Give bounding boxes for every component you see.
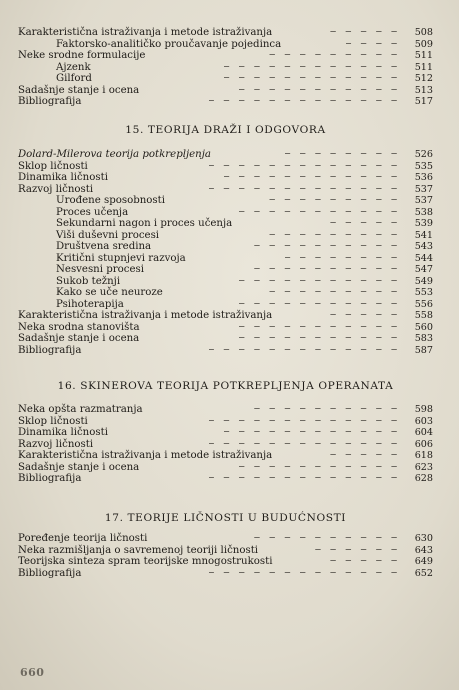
toc-entry-page: 652 bbox=[414, 567, 433, 579]
toc-entry bbox=[18, 50, 433, 62]
toc-leader: — — — — — — — — — bbox=[269, 195, 399, 205]
toc-entry-title: Karakteristična istraživanja i metode istraživanja bbox=[18, 310, 273, 321]
toc-entry-page: 543 bbox=[414, 241, 433, 252]
toc-entry-page: 517 bbox=[414, 96, 433, 107]
toc-entry-title: Društvena sredina bbox=[56, 241, 152, 252]
toc-entry-page: 538 bbox=[414, 206, 433, 218]
toc-leader: — — — — — bbox=[330, 450, 399, 460]
toc-leader: — — — — — bbox=[330, 27, 399, 37]
toc-entry-page: 535 bbox=[414, 160, 433, 172]
toc-leader: — — — — — — — — — bbox=[269, 287, 399, 297]
toc-entry bbox=[18, 545, 433, 557]
toc-entry-page: 583 bbox=[414, 333, 433, 344]
toc-entry-page: 587 bbox=[414, 344, 433, 356]
toc-leader: — — — — — — — — — — — — — bbox=[208, 183, 399, 194]
toc-entry bbox=[18, 404, 433, 416]
toc-block-section-16 bbox=[18, 404, 433, 485]
toc-entry-title: Kritični stupnjevi razvoja bbox=[56, 252, 186, 264]
toc-entry-page: 630 bbox=[414, 533, 433, 544]
toc-entry bbox=[18, 299, 433, 311]
toc-leader: — — — — — — — — — — — — — bbox=[208, 96, 399, 106]
toc-entry bbox=[18, 427, 433, 439]
toc-leader: — — — — — — — — — — — — bbox=[223, 172, 399, 182]
toc-leader: — — — — — — — — — — bbox=[254, 404, 399, 414]
toc-entry bbox=[18, 149, 433, 161]
toc-leader: — — — — — — — — — — — — — bbox=[208, 415, 399, 426]
toc-entry bbox=[18, 253, 433, 265]
toc-entry bbox=[18, 533, 433, 545]
toc-entry-title: Poređenje teorija ličnosti bbox=[18, 533, 148, 544]
toc-block-top bbox=[18, 27, 433, 108]
section-heading: 15. TEORIJA DRAŽI I ODGOVORA bbox=[125, 124, 326, 136]
toc-leader: — — — — — — — — — — — bbox=[239, 298, 399, 309]
toc-entry-page: 509 bbox=[414, 38, 433, 50]
toc-block-section-17 bbox=[18, 533, 433, 579]
toc-leader: — — — — — — — — — bbox=[269, 229, 399, 240]
toc-entry-title: Sadašnje stanje i ocena bbox=[18, 333, 140, 344]
toc-entry-title: Kako se uče neuroze bbox=[56, 287, 163, 298]
toc-entry-title: Dinamika ličnosti bbox=[18, 427, 108, 438]
page-number: 660 bbox=[20, 666, 45, 679]
toc-entry-page: 649 bbox=[414, 556, 433, 567]
toc-entry bbox=[18, 195, 433, 207]
toc-entry bbox=[18, 439, 433, 451]
toc-leader: — — — — — bbox=[330, 556, 399, 566]
toc-entry bbox=[18, 230, 433, 242]
toc-entry bbox=[18, 322, 433, 334]
toc-entry-title: Dinamika ličnosti bbox=[18, 172, 108, 183]
toc-leader: — — — — — — — — — — — bbox=[239, 461, 399, 472]
toc-entry-page: 549 bbox=[414, 275, 433, 287]
toc-leader: — — — — — — — — — — — — — bbox=[208, 160, 399, 171]
toc-entry-page: 558 bbox=[414, 310, 433, 321]
toc-entry-title: Faktorsko-analitičko proučavanje pojedinca bbox=[56, 38, 282, 50]
toc-entry-title: Psihoterapija bbox=[56, 298, 124, 310]
toc-entry-page: 513 bbox=[414, 84, 433, 96]
toc-entry-title: Gilford bbox=[56, 73, 92, 84]
toc-entry-title: Sklop ličnosti bbox=[18, 415, 88, 427]
toc-entry-title: Sukob težnji bbox=[56, 275, 121, 287]
toc-leader: — — — — — — — — bbox=[284, 149, 399, 159]
toc-block-section-15 bbox=[18, 149, 433, 356]
toc-entry-title: Ajzenk bbox=[56, 61, 91, 73]
toc-entry-page: 618 bbox=[414, 450, 433, 461]
toc-leader: — — — — — — — — — — bbox=[254, 241, 399, 251]
toc-entry-title: Nesvesni procesi bbox=[56, 264, 144, 275]
toc-leader: — — — — — — — — — — — — bbox=[223, 73, 399, 83]
toc-entry-page: 544 bbox=[414, 252, 433, 264]
toc-entry-page: 553 bbox=[414, 287, 433, 298]
toc-entry bbox=[18, 172, 433, 184]
toc-entry bbox=[18, 473, 433, 485]
toc-entry-title: Neke srodne formulacije bbox=[18, 50, 146, 61]
toc-entry-title: Neka srodna stanovišta bbox=[18, 321, 140, 333]
toc-entry-page: 537 bbox=[414, 195, 433, 206]
toc-entry-title: Karakteristična istraživanja i metode istraživanja bbox=[18, 27, 273, 38]
toc-leader: — — — — — — — — — — — bbox=[239, 333, 399, 343]
toc-entry bbox=[18, 161, 433, 173]
toc-entry-page: 603 bbox=[414, 415, 433, 427]
toc-leader: — — — — — — — — — — — — — bbox=[208, 473, 399, 483]
toc-entry-title: Razvoj ličnosti bbox=[18, 183, 94, 195]
toc-entry-title: Urođene sposobnosti bbox=[56, 195, 166, 206]
toc-entry bbox=[18, 27, 433, 39]
toc-leader: — — — — — — — — bbox=[284, 252, 399, 263]
toc-leader: — — — — — — — — — — bbox=[254, 264, 399, 274]
toc-entry bbox=[18, 85, 433, 97]
toc-entry-title: Bibliografija bbox=[18, 344, 82, 356]
toc-entry bbox=[18, 73, 433, 85]
toc-entry bbox=[18, 184, 433, 196]
toc-entry-title: Bibliografija bbox=[18, 473, 82, 484]
toc-entry bbox=[18, 207, 433, 219]
toc-leader: — — — — — — — — — — — — bbox=[223, 427, 399, 437]
toc-entry-page: 541 bbox=[414, 229, 433, 241]
toc-entry-title: Razvoj ličnosti bbox=[18, 438, 94, 450]
toc-entry bbox=[18, 287, 433, 299]
toc-entry bbox=[18, 416, 433, 428]
toc-entry-page: 547 bbox=[414, 264, 433, 275]
toc-leader: — — — — — — bbox=[315, 544, 399, 555]
toc-leader: — — — — — — — — — — — bbox=[239, 206, 399, 217]
toc-entry-title: Neka razmišljanja o savremenoj teoriji ličnosti bbox=[18, 544, 259, 556]
toc-entry bbox=[18, 556, 433, 568]
toc-entry-page: 623 bbox=[414, 461, 433, 473]
toc-entry-title: Sekundarni nagon i proces učenja bbox=[56, 218, 233, 229]
toc-entry bbox=[18, 310, 433, 322]
toc-entry bbox=[18, 462, 433, 474]
toc-leader: — — — — — bbox=[330, 218, 399, 228]
toc-leader: — — — — — — — — — — — — bbox=[223, 61, 399, 72]
toc-leader: — — — — — — — — — — — — — bbox=[208, 567, 399, 578]
toc-entry-title: Bibliografija bbox=[18, 567, 82, 579]
toc-entry-page: 539 bbox=[414, 218, 433, 229]
toc-entry bbox=[18, 568, 433, 580]
toc-entry-title: Karakteristična istraživanja i metode istraživanja bbox=[18, 450, 273, 461]
toc-entry bbox=[18, 276, 433, 288]
toc-entry bbox=[18, 96, 433, 108]
toc-entry-title: Dolard-Milerova teorija potkrepljenja bbox=[18, 149, 211, 160]
toc-leader: — — — — — bbox=[330, 310, 399, 320]
toc-entry bbox=[18, 264, 433, 276]
toc-entry-page: 526 bbox=[414, 149, 433, 160]
toc-leader: — — — — — — — — — — — bbox=[239, 84, 399, 95]
toc-leader: — — — — — — — — — — — bbox=[239, 275, 399, 286]
toc-entry-page: 598 bbox=[414, 404, 433, 415]
toc-leader: — — — — — — — — — — bbox=[254, 533, 399, 543]
toc-entry bbox=[18, 218, 433, 230]
toc-entry-page: 512 bbox=[414, 73, 433, 84]
toc-leader: — — — — — — — — — — — — — bbox=[208, 344, 399, 355]
toc-entry-page: 606 bbox=[414, 438, 433, 450]
toc-entry-title: Proces učenja bbox=[56, 206, 129, 218]
toc-leader: — — — — — — — — — — — bbox=[239, 321, 399, 332]
toc-entry-title: Bibliografija bbox=[18, 96, 82, 107]
toc-entry-page: 628 bbox=[414, 473, 433, 484]
toc-entry-page: 508 bbox=[414, 27, 433, 38]
toc-entry bbox=[18, 333, 433, 345]
toc-entry-page: 643 bbox=[414, 544, 433, 556]
toc-entry-page: 604 bbox=[414, 427, 433, 438]
toc-entry-title: Viši duševni procesi bbox=[56, 229, 160, 241]
toc-entry-page: 556 bbox=[414, 298, 433, 310]
toc-entry-page: 511 bbox=[414, 61, 433, 73]
toc-entry bbox=[18, 345, 433, 357]
toc-entry-title: Sadašnje stanje i ocena bbox=[18, 461, 140, 473]
section-heading: 17. TEORIJE LIČNOSTI U BUDUĆNOSTI bbox=[104, 512, 347, 524]
toc-leader: — — — — bbox=[345, 38, 399, 49]
toc-leader: — — — — — — — — — bbox=[269, 50, 399, 60]
toc-entry-title: Neka opšta razmatranja bbox=[18, 404, 143, 415]
toc-entry-page: 536 bbox=[414, 172, 433, 183]
toc-entry-page: 537 bbox=[414, 183, 433, 195]
toc-entry-page: 560 bbox=[414, 321, 433, 333]
toc-leader: — — — — — — — — — — — — — bbox=[208, 438, 399, 449]
toc-entry-title: Teorijska sinteza spram teorijske mnogostrukosti bbox=[18, 556, 273, 567]
toc-entry bbox=[18, 241, 433, 253]
toc-entry bbox=[18, 62, 433, 74]
toc-entry bbox=[18, 450, 433, 462]
toc-entry-page: 511 bbox=[414, 50, 433, 61]
section-heading: 16. SKINEROVA TEORIJA POTKREPLJENJA OPERANATA bbox=[57, 380, 394, 392]
toc-entry-title: Sklop ličnosti bbox=[18, 160, 88, 172]
toc-entry-title: Sadašnje stanje i ocena bbox=[18, 84, 140, 96]
toc-entry bbox=[18, 39, 433, 51]
